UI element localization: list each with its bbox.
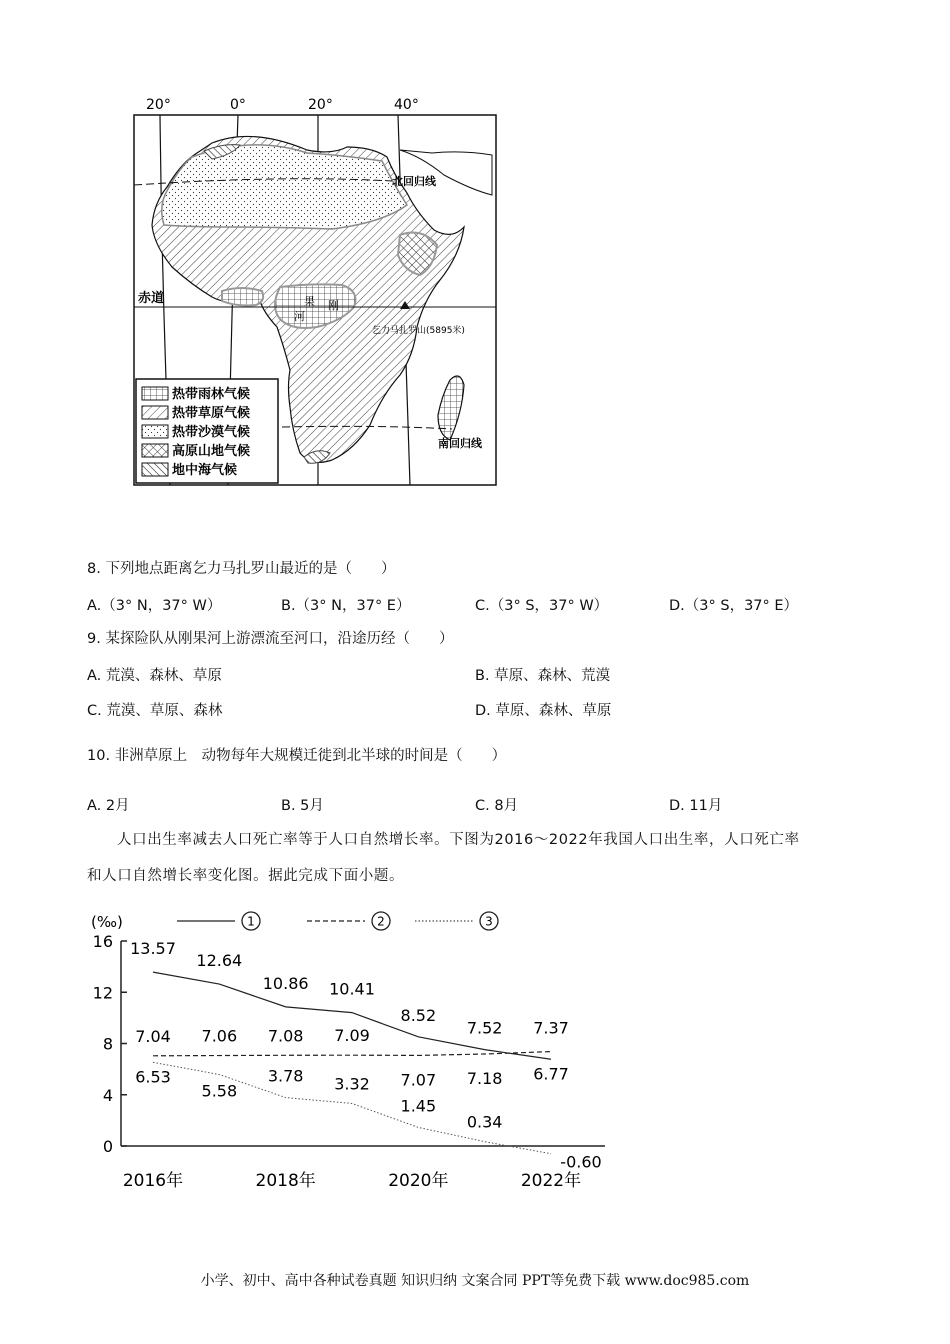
q8-option-d: D.（3° S，37° E）	[669, 598, 799, 614]
data-label: 1.45	[400, 1096, 437, 1116]
q8-option-c: C.（3° S，37° W）	[475, 598, 609, 614]
y-tick-label: 8	[102, 1034, 113, 1054]
mountain-label: 乞力马扎罗山(5895米)	[372, 326, 465, 336]
chart-legend	[177, 912, 498, 930]
y-tick-label: 12	[92, 983, 113, 1003]
africa-climate-map	[132, 95, 498, 487]
legend-number: 2	[377, 914, 385, 929]
data-label: 3.78	[267, 1066, 304, 1086]
legend-label: 热带雨林气候	[172, 387, 251, 402]
q9-option-c: C. 荒漠、草原、森林	[87, 703, 223, 719]
tropic-n-label: 北回归线	[392, 175, 436, 188]
data-label: -0.60	[560, 1152, 602, 1172]
x-tick-label: 2020年	[388, 1171, 449, 1191]
q8-option-a: A.（3° N，37° W）	[87, 598, 222, 614]
y-tick-label: 16	[92, 932, 113, 951]
data-label: 6.53	[135, 1067, 171, 1087]
q8-option-b: B.（3° N，37° E）	[281, 598, 411, 614]
intro-paragraph-line1: 人口出生率减去人口死亡率等于人口自然增长率。下图为2016～2022年我国人口出生率，人口死亡率	[117, 832, 800, 848]
q10-option-b: B. 5月	[281, 798, 324, 814]
data-label: 3.32	[334, 1074, 370, 1094]
q10-option-c: C. 8月	[475, 798, 519, 814]
series-line	[153, 1052, 551, 1056]
data-label: 7.09	[334, 1026, 370, 1046]
data-label: 7.06	[201, 1026, 238, 1046]
x-tick-label: 2018年	[255, 1171, 316, 1191]
intro-paragraph-line2: 和人口自然增长率变化图。据此完成下面小题。	[87, 868, 405, 884]
x-tick-label: 2016年	[122, 1171, 184, 1191]
q9-option-a: A. 荒漠、森林、草原	[87, 668, 222, 684]
y-tick-label: 4	[102, 1085, 113, 1105]
q10-option-d: D. 11月	[669, 798, 723, 814]
data-label: 5.58	[201, 1081, 238, 1101]
tropic-s-label: 南回归线	[438, 437, 482, 450]
data-label: 7.04	[135, 1026, 171, 1046]
equator-label: 赤道	[138, 291, 165, 306]
population-rate-chart	[85, 905, 615, 1195]
legend-label: 热带草原气候	[172, 406, 251, 421]
river-label: 果	[304, 295, 315, 308]
q9-option-b: B. 草原、森林、荒漠	[475, 668, 611, 684]
data-label: 13.57	[130, 939, 176, 959]
data-label: 7.18	[466, 1069, 503, 1089]
page-footer: 小学、初中、高中各种试卷真题 知识归纳 文案合同 PPT等免费下载 www.doc985.com	[200, 1273, 750, 1289]
legend-number: 3	[485, 914, 493, 929]
river-label: 刚	[328, 299, 339, 312]
river-label: 河	[294, 310, 305, 323]
q10-option-a: A. 2月	[87, 798, 130, 814]
q9-option-d: D. 草原、森林、草原	[475, 703, 612, 719]
question-10-stem: 10. 非洲草原上 动物每年大规模迁徙到北半球的时间是（ ）	[87, 748, 507, 764]
lon-label: 0°	[230, 97, 246, 113]
legend-number: 1	[247, 914, 255, 929]
data-label: 7.37	[533, 1018, 569, 1038]
chart-axes	[93, 932, 605, 1191]
data-label: 7.07	[400, 1070, 437, 1090]
question-9-stem: 9. 某探险队从刚果河上游漂流至河口，沿途历经（ ）	[87, 631, 454, 647]
lon-label: 40°	[394, 97, 419, 113]
y-axis-unit: (‰)	[91, 913, 123, 931]
data-label: 7.08	[267, 1026, 304, 1046]
lon-label: 20°	[146, 97, 171, 113]
data-label: 12.64	[196, 951, 243, 971]
lon-label: 20°	[308, 97, 333, 113]
data-label: 10.86	[262, 973, 309, 993]
question-8-stem: 8. 下列地点距离乞力马扎罗山最近的是（ ）	[87, 561, 396, 577]
legend-label: 热带沙漠气候	[172, 425, 251, 440]
data-label: 7.52	[466, 1018, 503, 1038]
data-label: 8.52	[400, 1005, 437, 1025]
y-tick-label: 0	[102, 1137, 113, 1156]
data-label: 0.34	[466, 1112, 503, 1132]
map-legend	[136, 379, 278, 483]
legend-label: 地中海气候	[172, 463, 238, 478]
legend-label: 高原山地气候	[172, 444, 251, 459]
data-label: 6.77	[533, 1064, 569, 1084]
x-tick-label: 2022年	[520, 1171, 582, 1191]
data-label: 10.41	[329, 979, 375, 999]
